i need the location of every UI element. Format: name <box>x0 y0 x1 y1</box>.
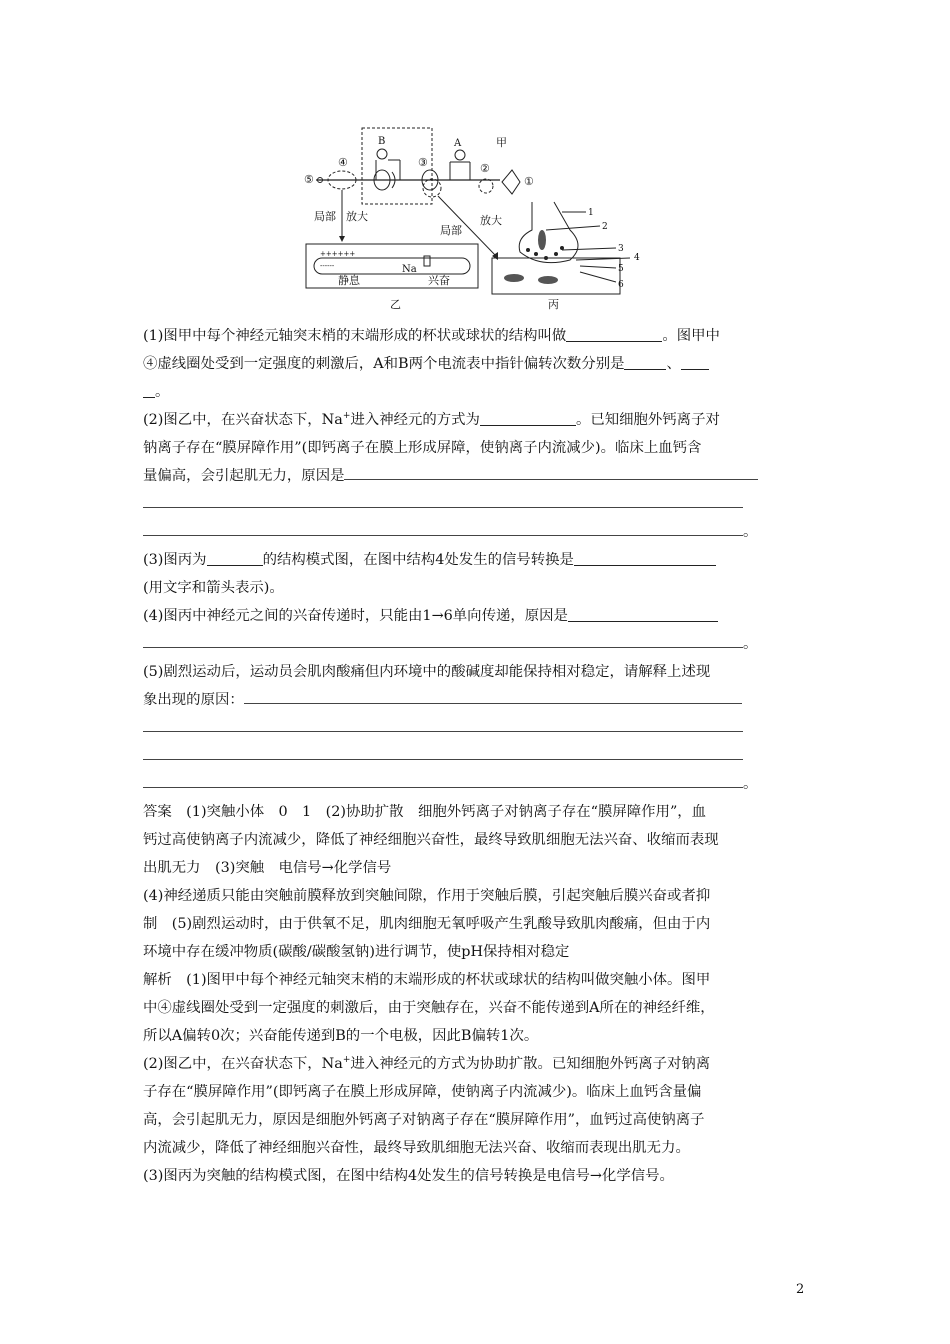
analysis-line-3 <box>143 1022 813 1050</box>
leader-2 <box>546 226 600 230</box>
q2-line-3 <box>143 462 813 490</box>
text: (2)图乙中，在兴奋状态下，Na <box>143 1056 343 1072</box>
text: 钠离子存在“膜屏障作用”(即钙离子在膜上形成屏障，使钠离子内流减少)。临床上血钙含 <box>143 440 702 456</box>
analysis-line-5 <box>143 1078 813 1106</box>
label-3: ③ <box>418 156 428 169</box>
q2-rule-2 <box>143 518 813 546</box>
minus-row: ------ <box>320 262 335 270</box>
answer-blank[interactable] <box>566 323 662 342</box>
text: 的结构模式图，在图中结构4处发生的信号转换是 <box>262 552 574 568</box>
text: 中④虚线圈处受到一定强度的刺激后，由于突触存在，兴奋不能传递到A所在的神经纤维， <box>143 1000 715 1016</box>
text: (2)图乙中，在兴奋状态下，Na <box>143 412 343 428</box>
q2-line-2 <box>143 434 813 462</box>
text: (4)图丙中神经元之间的兴奋传递时，只能由1→6单向传递，原因是 <box>143 608 568 624</box>
label-yi: 乙 <box>390 298 401 311</box>
plus-row: ++++++ <box>320 250 356 258</box>
analysis-line-8 <box>143 1162 813 1190</box>
answer-rule[interactable] <box>143 633 743 648</box>
answer-rule[interactable] <box>143 521 743 536</box>
answer-blank[interactable] <box>143 379 155 398</box>
q5-rule-1 <box>143 714 813 742</box>
answer-rule[interactable] <box>143 717 743 732</box>
vesicle-2 <box>544 256 548 260</box>
q1-line-3 <box>143 378 813 406</box>
label-B: B <box>378 136 386 147</box>
analysis-line-6 <box>143 1106 813 1134</box>
answer-line-5 <box>143 910 813 938</box>
answer-line-3 <box>143 854 813 882</box>
analysis-line-7 <box>143 1134 813 1162</box>
label-local-1: 局部 <box>314 210 336 223</box>
text: 。图甲中 <box>662 328 720 344</box>
text: 内流减少，降低了神经细胞兴奋性，最终导致肌细胞无法兴奋、收缩而表现出肌无力。 <box>143 1140 690 1156</box>
text: 量偏高，会引起肌无力，原因是 <box>143 468 345 484</box>
num-2: 2 <box>602 222 608 232</box>
label-excite: 兴奋 <box>428 274 450 287</box>
q1-line-2 <box>143 350 813 378</box>
q1-line-1 <box>143 322 813 350</box>
q2-line-1 <box>143 406 813 434</box>
label-enlarge-1: 放大 <box>346 210 368 223</box>
receptor-shape <box>502 170 520 194</box>
text: 进入神经元的方式为 <box>350 412 480 428</box>
leader-6 <box>580 272 616 282</box>
answer-rule[interactable] <box>143 745 743 760</box>
label-4: ④ <box>338 156 348 169</box>
presynaptic-terminal <box>519 202 578 263</box>
text: 。 <box>743 524 758 540</box>
text: 。 <box>155 384 170 400</box>
text: (1)图甲中每个神经元轴突末梢的末端形成的杯状或球状的结构叫做 <box>143 328 567 344</box>
num-5: 5 <box>618 264 624 274</box>
superscript: + <box>342 1055 351 1066</box>
vesicle-1 <box>534 252 538 256</box>
text: 出肌无力 (3)突触 电信号→化学信号 <box>143 860 392 876</box>
text: 子存在“膜屏障作用”(即钙离子在膜上形成屏障，使钠离子内流减少)。临床上血钙含量偏 <box>143 1084 702 1100</box>
label-enlarge-2: 放大 <box>480 214 502 227</box>
answer-line-4 <box>143 882 813 910</box>
text: (3)图丙为 <box>143 552 207 568</box>
num-6: 6 <box>618 280 624 290</box>
text: 。已知细胞外钙离子对 <box>575 412 720 428</box>
text: 象出现的原因： <box>143 692 244 708</box>
label-bing: 丙 <box>548 298 559 311</box>
vesicle-3 <box>554 252 558 256</box>
text: (4)神经递质只能由突触前膜释放到突触间隙，作用于突触后膜，引起突触后膜兴奋或者抑 <box>143 888 711 904</box>
answer-blank[interactable] <box>568 603 718 622</box>
q3-line-2 <box>143 574 813 602</box>
label-jia: 甲 <box>496 136 507 149</box>
meter-a <box>455 150 465 160</box>
text: (5)剧烈运动后，运动员会肌肉酸痛但内环境中的酸碱度却能保持相对稳定，请解释上述现 <box>143 664 711 680</box>
text: (3)图丙为突触的结构模式图，在图中结构4处发生的信号转换是电信号→化学信号。 <box>143 1168 674 1184</box>
label-local-2: 局部 <box>440 224 462 237</box>
superscript: + <box>342 411 351 422</box>
text: ④虚线圈处受到一定强度的刺激后，A和B两个电流表中指针偏转次数分别是 <box>143 356 625 372</box>
text: 答案 (1)突触小体 0 1 (2)协助扩散 细胞外钙离子对钠离子存在“膜屏障作用”，血 <box>143 804 707 820</box>
q2-rule-1 <box>143 490 813 518</box>
q4-line-1 <box>143 602 813 630</box>
dashed-circle-2 <box>479 179 493 193</box>
mitochondrion-2 <box>504 274 524 282</box>
document-body <box>143 322 813 1190</box>
num-1: 1 <box>588 208 594 218</box>
mitochondrion-3 <box>538 276 558 284</box>
text: 。 <box>743 776 758 792</box>
analysis-line-2 <box>143 994 813 1022</box>
answer-rule[interactable] <box>244 689 742 704</box>
page-number: 2 <box>796 1282 805 1297</box>
q5-line-1 <box>143 658 813 686</box>
q5-rule-2 <box>143 742 813 770</box>
neuron-diagram <box>300 122 660 314</box>
text: 制 (5)剧烈运动时，由于供氧不足，肌肉细胞无氧呼吸产生乳酸导致肌肉酸痛，但由于内 <box>143 916 711 932</box>
text: 解析 (1)图甲中每个神经元轴突末梢的末端形成的杯状或球状的结构叫做突触小体。图甲 <box>143 972 711 988</box>
q4-rule <box>143 630 813 658</box>
answer-rule[interactable] <box>344 465 758 480</box>
answer-line-6 <box>143 938 813 966</box>
label-rest: 静息 <box>338 274 360 287</box>
analysis-line-4 <box>143 1050 813 1078</box>
q3-line-1 <box>143 546 813 574</box>
text: 环境中存在缓冲物质(碳酸/碳酸氢钠)进行调节，使pH保持相对稳定 <box>143 944 570 960</box>
text: 钙过高使钠离子内流减少，降低了神经细胞兴奋性，最终导致肌细胞无法兴奋、收缩而表现 <box>143 832 719 848</box>
vesicle-5 <box>560 246 564 250</box>
num-3: 3 <box>618 244 624 254</box>
text: (用文字和箭头表示)。 <box>143 580 284 596</box>
label-1: ① <box>524 175 534 188</box>
text: 。 <box>743 636 758 652</box>
answer-blank[interactable] <box>681 351 709 370</box>
answer-blank[interactable] <box>574 547 716 566</box>
text: 高，会引起肌无力，原因是细胞外钙离子对钠离子存在“膜屏障作用”，血钙过高使钠离子 <box>143 1112 705 1128</box>
yi-fiber <box>314 258 470 274</box>
answer-rule[interactable] <box>143 773 743 788</box>
label-5: ⑤ <box>304 173 314 186</box>
vesicle-4 <box>526 248 530 252</box>
q5-rule-3 <box>143 770 813 798</box>
label-A: A <box>454 138 462 149</box>
analysis-line-1 <box>143 966 813 994</box>
text: 所以A偏转0次；兴奋能传递到B的一个电极，因此B偏转1次。 <box>143 1028 539 1044</box>
na-label: Na <box>402 264 417 275</box>
text: 、 <box>666 356 681 372</box>
mitochondrion-1 <box>538 230 546 250</box>
leader-3 <box>562 248 616 250</box>
q5-line-2 <box>143 686 813 714</box>
meter-b <box>377 149 387 159</box>
arrow-head-1 <box>339 236 345 242</box>
answer-rule[interactable] <box>143 493 743 508</box>
neuron-diagram-svg <box>300 122 660 314</box>
text: 进入神经元的方式为协助扩散。已知细胞外钙离子对钠离 <box>350 1056 711 1072</box>
answer-blank[interactable] <box>624 351 666 370</box>
answer-line-2 <box>143 826 813 854</box>
answer-line-1 <box>143 798 813 826</box>
num-4: 4 <box>634 253 640 263</box>
leader-5 <box>580 266 616 268</box>
label-2: ② <box>480 162 490 175</box>
answer-blank[interactable] <box>207 547 263 566</box>
answer-blank[interactable] <box>480 407 576 426</box>
